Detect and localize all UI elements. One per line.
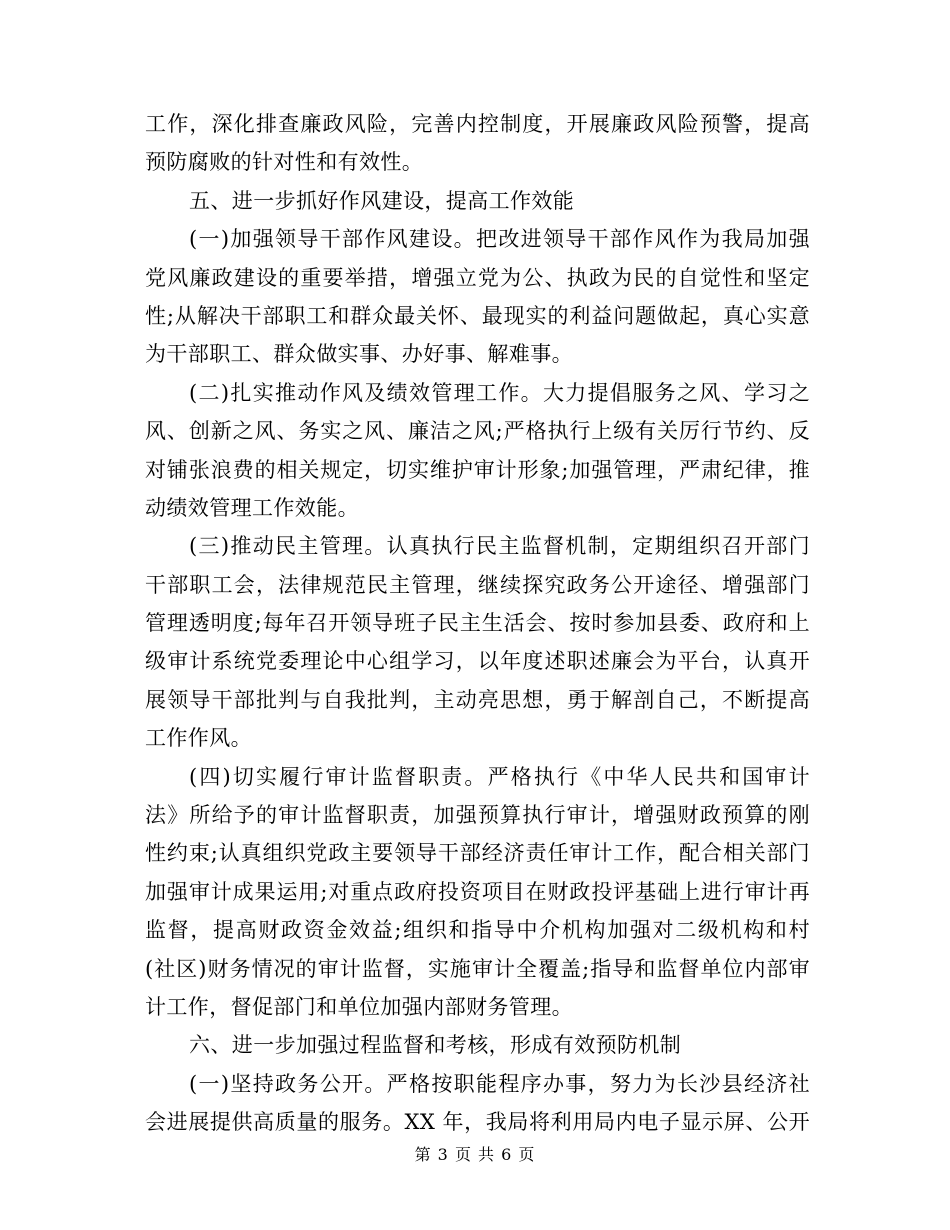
text-line: 展领导干部批判与自我批判，主动亮思想，勇于解剖自己，不断提高 <box>145 687 810 712</box>
text-line: 工作，深化排查廉政风险，完善内控制度，开展廉政风险预警，提高 <box>145 112 810 136</box>
text-line: 党风廉政建设的重要举措，增强立党为公、执政为民的自觉性和坚定 <box>145 265 810 290</box>
text-line: 风、创新之风、务实之风、廉洁之风;严格执行上级有关厉行节约、反 <box>145 419 810 444</box>
text-line: 计工作，督促部门和单位加强内部财务管理。 <box>145 994 573 1019</box>
text-line: 五、进一步抓好作风建设，提高工作效能 <box>189 188 575 213</box>
text-line: 管理透明度;每年召开领导班子民主生活会、按时参加县委、政府和上 <box>145 611 810 636</box>
text-line: (二)扎实推动作风及绩效管理工作。大力提倡服务之风、学习之 <box>189 380 810 405</box>
text-line: 性约束;认真组织党政主要领导干部经济责任审计工作，配合相关部门 <box>145 841 810 866</box>
text-line: 性;从解决干部职工和群众最关怀、最现实的利益问题做起，真心实意 <box>145 303 810 328</box>
document-body <box>145 105 810 1142</box>
text-line: 会进展提供高质量的服务。XX 年，我局将利用局内电子显示屏、公开 <box>145 1110 810 1135</box>
text-line: 为干部职工、群众做实事、办好事、解难事。 <box>145 342 573 367</box>
text-line: (四)切实履行审计监督职责。严格执行《中华人民共和国审计 <box>189 764 810 789</box>
text-line: 干部职工会，法律规范民主管理，继续探究政务公开途径、增强部门 <box>145 572 810 597</box>
page-footer: 第 3 页 共 6 页 <box>414 1145 536 1164</box>
text-line: (社区)财务情况的审计监督，实施审计全覆盖;指导和监督单位内部审 <box>145 956 810 981</box>
text-line: 对铺张浪费的相关规定，切实维护审计形象;加强管理，严肃纪律，推 <box>145 457 810 482</box>
text-line: 动绩效管理工作效能。 <box>145 495 359 520</box>
text-line: (三)推动民主管理。认真执行民主监督机制，定期组织召开部门 <box>189 534 810 559</box>
text-line: 预防腐败的针对性和有效性。 <box>145 150 424 175</box>
text-line: 法》所给予的审计监督职责，加强预算执行审计，增强财政预算的刚 <box>145 803 810 828</box>
text-line: (一)加强领导干部作风建设。把改进领导干部作风作为我局加强 <box>189 227 810 252</box>
text-line: 监督，提高财政资金效益;组织和指导中介机构加强对二级机构和村 <box>145 918 810 943</box>
text-line: 级审计系统党委理论中心组学习，以年度述职述廉会为平台，认真开 <box>145 649 810 674</box>
text-line: 六、进一步加强过程监督和考核，形成有效预防机制 <box>189 1033 682 1058</box>
text-line: 加强审计成果运用;对重点政府投资项目在财政投评基础上进行审计再 <box>145 879 810 904</box>
text-line: 工作作风。 <box>145 726 252 751</box>
text-line: (一)坚持政务公开。严格按职能程序办事，努力为长沙县经济社 <box>189 1071 810 1096</box>
